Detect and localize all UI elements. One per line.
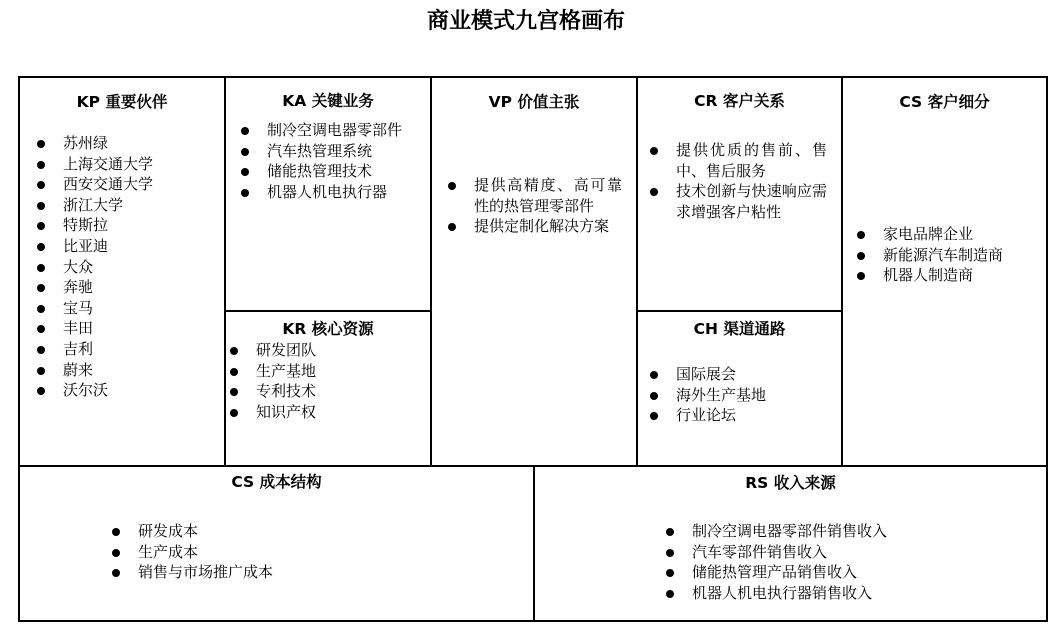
list-item: 海外生产基地 [650, 385, 841, 406]
list-item: 国际展会 [650, 364, 841, 385]
list-item: 蔚来 [37, 360, 224, 381]
list-item: 提供定制化解决方案 [448, 216, 622, 237]
list-item: 研发成本 [112, 521, 533, 542]
customer-segments-title: CS 客户细分 [899, 93, 990, 111]
list-item: 行业论坛 [650, 405, 841, 426]
revenue-streams-title: RS 收入来源 [745, 474, 836, 492]
channels-cell [638, 312, 841, 465]
key-activities-cell [226, 78, 430, 310]
list-item: 技术创新与快速响应需求增强客户粘性 [650, 181, 827, 222]
value-proposition-list [448, 175, 622, 237]
customer-segments-cell [843, 78, 1046, 465]
list-item: 大众 [37, 257, 224, 278]
list-item: 储能热管理产品销售收入 [666, 562, 1046, 583]
list-item: 新能源汽车制造商 [857, 245, 1046, 266]
list-item: 知识产权 [230, 402, 430, 423]
revenue-streams-cell [535, 467, 1046, 620]
channels-list [650, 364, 841, 426]
list-item: 生产基地 [230, 361, 430, 382]
list-item: 机器人机电执行器 [241, 182, 430, 203]
list-item: 比亚迪 [37, 236, 224, 257]
key-activities-title: KA 关键业务 [282, 92, 374, 110]
list-item: 制冷空调电器零部件销售收入 [666, 521, 1046, 542]
customer-relationships-list [650, 140, 827, 222]
list-item: 制冷空调电器零部件 [241, 120, 430, 141]
list-item: 汽车零部件销售收入 [666, 542, 1046, 563]
customer-segments-list [857, 224, 1046, 286]
list-item: 上海交通大学 [37, 154, 224, 175]
cost-structure-cell [20, 467, 533, 620]
value-proposition-cell [432, 78, 636, 465]
list-item: 机器人制造商 [857, 265, 1046, 286]
customer-relationships-cell [638, 78, 841, 310]
key-resources-list [230, 340, 430, 422]
list-item: 宝马 [37, 298, 224, 319]
key-resources-title: KR 核心资源 [282, 320, 374, 338]
list-item: 销售与市场推广成本 [112, 562, 533, 583]
list-item: 丰田 [37, 318, 224, 339]
customer-relationships-title: CR 客户关系 [694, 92, 785, 110]
list-item: 浙江大学 [37, 195, 224, 216]
business-model-canvas [18, 76, 1048, 622]
list-item: 汽车热管理系统 [241, 141, 430, 162]
list-item: 机器人机电执行器销售收入 [666, 583, 1046, 604]
list-item: 苏州绿 [37, 133, 224, 154]
list-item: 奔驰 [37, 277, 224, 298]
key-partners-list [37, 133, 224, 401]
key-activities-list [241, 120, 430, 202]
cost-structure-list [112, 521, 533, 583]
cost-structure-title: CS 成本结构 [231, 473, 322, 491]
list-item: 提供高精度、高可靠性的热管理零部件 [448, 175, 622, 216]
page-title: 商业模式九宫格画布 [426, 9, 625, 34]
channels-title: CH 渠道通路 [693, 320, 786, 338]
key-partners-cell [20, 78, 224, 465]
list-item: 专利技术 [230, 381, 430, 402]
list-item: 储能热管理技术 [241, 161, 430, 182]
list-item: 吉利 [37, 339, 224, 360]
list-item: 家电品牌企业 [857, 224, 1046, 245]
revenue-streams-list [666, 521, 1046, 603]
list-item: 研发团队 [230, 340, 430, 361]
key-partners-title: KP 重要伙伴 [76, 93, 168, 111]
list-item: 西安交通大学 [37, 174, 224, 195]
list-item: 沃尔沃 [37, 380, 224, 401]
key-resources-cell [226, 312, 430, 465]
list-item: 生产成本 [112, 542, 533, 563]
value-proposition-title: VP 价值主张 [488, 93, 580, 111]
list-item: 提供优质的售前、售中、售后服务 [650, 140, 827, 181]
list-item: 特斯拉 [37, 215, 224, 236]
